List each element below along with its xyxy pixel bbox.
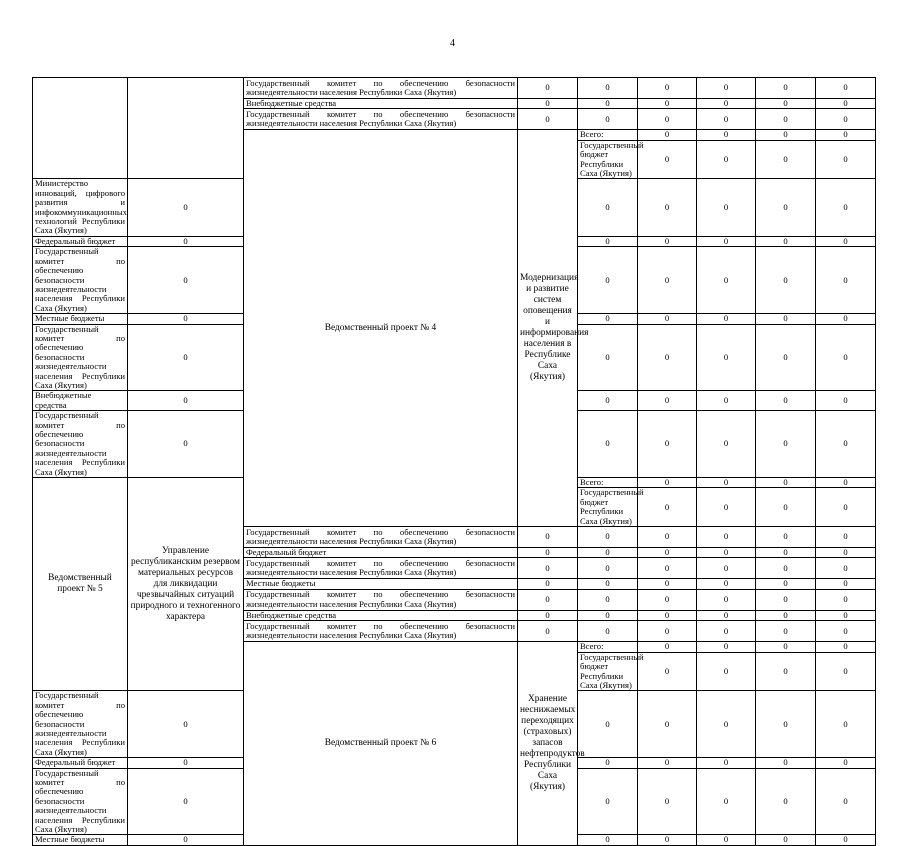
funding-source-cell: Всего: xyxy=(578,130,638,140)
funding-source-cell: Местные бюджеты xyxy=(244,579,518,589)
amount-cell: 0 xyxy=(697,589,756,610)
amount-cell: 0 xyxy=(638,589,697,610)
funding-source-cell: Государственный комитет по обеспечению безопасности жизнедеятельности населения Республики Саха (Якутия) xyxy=(244,589,518,610)
page-number: 4 xyxy=(450,38,455,49)
amount-cell: 0 xyxy=(638,314,697,324)
amount-cell: 0 xyxy=(638,652,697,691)
amount-cell: 0 xyxy=(816,411,876,478)
amount-cell: 0 xyxy=(518,78,578,99)
funding-source-cell: Всего: xyxy=(578,642,638,652)
amount-cell: 0 xyxy=(756,488,816,527)
amount-cell: 0 xyxy=(578,314,638,324)
amount-cell: 0 xyxy=(697,179,756,236)
funding-source-cell: Государственный комитет по обеспечению безопасности жизнедеятельности населения Республики Саха (Якутия) xyxy=(33,411,128,478)
funding-source-cell: Государственный комитет по обеспечению безопасности жизнедеятельности населения Республики Саха (Якутия) xyxy=(33,324,128,391)
amount-cell: 0 xyxy=(518,610,578,620)
amount-cell: 0 xyxy=(578,758,638,768)
amount-cell: 0 xyxy=(697,621,756,642)
amount-cell: 0 xyxy=(638,691,697,758)
amount-cell: 0 xyxy=(756,691,816,758)
amount-cell: 0 xyxy=(756,610,816,620)
amount-cell: 0 xyxy=(756,642,816,652)
project-name-cell: Ведомственный проект № 4 xyxy=(244,130,518,527)
funding-source-cell: Государственный комитет по обеспечению безопасности жизнедеятельности населения Республики Саха (Якутия) xyxy=(244,621,518,642)
amount-cell: 0 xyxy=(578,768,638,835)
amount-cell: 0 xyxy=(638,236,697,246)
amount-cell: 0 xyxy=(697,652,756,691)
amount-cell: 0 xyxy=(756,589,816,610)
amount-cell: 0 xyxy=(756,758,816,768)
amount-cell: 0 xyxy=(816,691,876,758)
funding-source-cell: Государственный комитет по обеспечению безопасности жизнедеятельности населения Республики Саха (Якутия) xyxy=(244,109,518,130)
amount-cell: 0 xyxy=(816,758,876,768)
amount-cell: 0 xyxy=(816,78,876,99)
amount-cell: 0 xyxy=(816,140,876,179)
amount-cell: 0 xyxy=(697,236,756,246)
table-row xyxy=(33,78,876,99)
amount-cell: 0 xyxy=(128,247,244,314)
funding-source-cell: Всего: xyxy=(578,478,638,488)
amount-cell: 0 xyxy=(697,109,756,130)
amount-cell: 0 xyxy=(816,621,876,642)
amount-cell: 0 xyxy=(756,579,816,589)
funding-source-cell: Государственный комитет по обеспечению безопасности жизнедеятельности населения Республики Саха (Якутия) xyxy=(33,768,128,835)
amount-cell: 0 xyxy=(816,527,876,548)
amount-cell: 0 xyxy=(816,236,876,246)
amount-cell: 0 xyxy=(128,179,244,236)
amount-cell: 0 xyxy=(697,758,756,768)
amount-cell: 0 xyxy=(128,411,244,478)
project-description-cell: Хранение неснижаемых переходящих (страховых) запасов нефтепродуктов Республики Саха (Якутия) xyxy=(518,642,578,846)
amount-cell: 0 xyxy=(756,314,816,324)
amount-cell: 0 xyxy=(638,109,697,130)
amount-cell: 0 xyxy=(638,610,697,620)
amount-cell: 0 xyxy=(756,558,816,579)
amount-cell: 0 xyxy=(816,589,876,610)
amount-cell: 0 xyxy=(638,130,697,140)
amount-cell: 0 xyxy=(697,527,756,548)
project-name-cell xyxy=(33,78,128,179)
amount-cell: 0 xyxy=(578,411,638,478)
amount-cell: 0 xyxy=(578,78,638,99)
amount-cell: 0 xyxy=(578,558,638,579)
amount-cell: 0 xyxy=(756,109,816,130)
amount-cell: 0 xyxy=(638,78,697,99)
amount-cell: 0 xyxy=(816,109,876,130)
amount-cell: 0 xyxy=(638,411,697,478)
amount-cell: 0 xyxy=(816,314,876,324)
amount-cell: 0 xyxy=(756,835,816,845)
amount-cell: 0 xyxy=(638,99,697,109)
amount-cell: 0 xyxy=(638,758,697,768)
amount-cell: 0 xyxy=(638,179,697,236)
amount-cell: 0 xyxy=(638,478,697,488)
amount-cell: 0 xyxy=(518,527,578,548)
amount-cell: 0 xyxy=(578,589,638,610)
amount-cell: 0 xyxy=(697,488,756,527)
amount-cell: 0 xyxy=(697,579,756,589)
amount-cell: 0 xyxy=(518,99,578,109)
amount-cell: 0 xyxy=(638,527,697,548)
amount-cell: 0 xyxy=(756,140,816,179)
funding-source-cell: Министерство инноваций, цифрового развития и инфокоммуникационных технологий Республики Саха (Якутия) xyxy=(33,179,128,236)
amount-cell: 0 xyxy=(578,527,638,548)
amount-cell: 0 xyxy=(756,179,816,236)
amount-cell: 0 xyxy=(697,548,756,558)
amount-cell: 0 xyxy=(128,324,244,391)
amount-cell: 0 xyxy=(578,109,638,130)
amount-cell: 0 xyxy=(816,835,876,845)
amount-cell: 0 xyxy=(518,621,578,642)
amount-cell: 0 xyxy=(816,642,876,652)
project-description-cell: Модернизация и развитие систем оповещения и информирования населения в Республике Саха (Якутия) xyxy=(518,130,578,527)
amount-cell: 0 xyxy=(816,179,876,236)
amount-cell: 0 xyxy=(816,558,876,579)
amount-cell: 0 xyxy=(697,78,756,99)
amount-cell: 0 xyxy=(816,768,876,835)
amount-cell: 0 xyxy=(128,314,244,324)
table-body xyxy=(33,78,876,846)
amount-cell: 0 xyxy=(697,478,756,488)
amount-cell: 0 xyxy=(518,109,578,130)
amount-cell: 0 xyxy=(816,324,876,391)
amount-cell: 0 xyxy=(578,391,638,411)
funding-source-cell: Государственный бюджет Республики Саха (Якутия) xyxy=(578,140,638,179)
amount-cell: 0 xyxy=(816,130,876,140)
amount-cell: 0 xyxy=(697,130,756,140)
project-name-cell: Ведомственный проект № 6 xyxy=(244,642,518,846)
amount-cell: 0 xyxy=(128,768,244,835)
amount-cell: 0 xyxy=(756,621,816,642)
funding-source-cell: Федеральный бюджет xyxy=(33,236,128,246)
funding-source-cell: Государственный бюджет Республики Саха (Якутия) xyxy=(578,488,638,527)
amount-cell: 0 xyxy=(578,324,638,391)
amount-cell: 0 xyxy=(697,610,756,620)
amount-cell: 0 xyxy=(578,548,638,558)
amount-cell: 0 xyxy=(128,691,244,758)
amount-cell: 0 xyxy=(128,835,244,845)
amount-cell: 0 xyxy=(638,621,697,642)
amount-cell: 0 xyxy=(697,411,756,478)
amount-cell: 0 xyxy=(518,589,578,610)
amount-cell: 0 xyxy=(128,391,244,411)
amount-cell: 0 xyxy=(816,478,876,488)
amount-cell: 0 xyxy=(638,835,697,845)
project-description-cell xyxy=(128,78,244,179)
amount-cell: 0 xyxy=(128,236,244,246)
amount-cell: 0 xyxy=(816,579,876,589)
funding-source-cell: Государственный комитет по обеспечению безопасности жизнедеятельности населения Республики Саха (Якутия) xyxy=(33,691,128,758)
amount-cell: 0 xyxy=(578,579,638,589)
funding-source-cell: Государственный комитет по обеспечению безопасности жизнедеятельности населения Республики Саха (Якутия) xyxy=(244,78,518,99)
amount-cell: 0 xyxy=(697,691,756,758)
amount-cell: 0 xyxy=(518,548,578,558)
amount-cell: 0 xyxy=(697,558,756,579)
amount-cell: 0 xyxy=(756,78,816,99)
amount-cell: 0 xyxy=(756,652,816,691)
amount-cell: 0 xyxy=(816,391,876,411)
amount-cell: 0 xyxy=(638,548,697,558)
amount-cell: 0 xyxy=(756,247,816,314)
amount-cell: 0 xyxy=(697,99,756,109)
amount-cell: 0 xyxy=(697,324,756,391)
amount-cell: 0 xyxy=(638,140,697,179)
amount-cell: 0 xyxy=(638,579,697,589)
amount-cell: 0 xyxy=(756,236,816,246)
amount-cell: 0 xyxy=(578,621,638,642)
project-description-cell: Управление республиканским резервом материальных ресурсов для ликвидации чрезвычайных ситуаций природного и техногенного характера xyxy=(128,478,244,691)
amount-cell: 0 xyxy=(638,488,697,527)
amount-cell: 0 xyxy=(697,835,756,845)
project-name-cell: Ведомственный проект № 5 xyxy=(33,478,128,691)
amount-cell: 0 xyxy=(578,610,638,620)
amount-cell: 0 xyxy=(816,247,876,314)
funding-source-cell: Государственный бюджет Республики Саха (Якутия) xyxy=(578,652,638,691)
budget-table xyxy=(32,77,876,846)
amount-cell: 0 xyxy=(518,558,578,579)
amount-cell: 0 xyxy=(756,324,816,391)
amount-cell: 0 xyxy=(816,548,876,558)
funding-source-cell: Местные бюджеты xyxy=(33,835,128,845)
amount-cell: 0 xyxy=(756,391,816,411)
amount-cell: 0 xyxy=(756,768,816,835)
amount-cell: 0 xyxy=(578,691,638,758)
amount-cell: 0 xyxy=(697,391,756,411)
amount-cell: 0 xyxy=(578,247,638,314)
amount-cell: 0 xyxy=(638,247,697,314)
amount-cell: 0 xyxy=(578,236,638,246)
funding-source-cell: Государственный комитет по обеспечению безопасности жизнедеятельности населения Республики Саха (Якутия) xyxy=(244,558,518,579)
amount-cell: 0 xyxy=(816,610,876,620)
amount-cell: 0 xyxy=(638,324,697,391)
funding-source-cell: Государственный комитет по обеспечению безопасности жизнедеятельности населения Республики Саха (Якутия) xyxy=(33,247,128,314)
amount-cell: 0 xyxy=(756,548,816,558)
amount-cell: 0 xyxy=(756,478,816,488)
funding-source-cell: Федеральный бюджет xyxy=(33,758,128,768)
amount-cell: 0 xyxy=(756,411,816,478)
funding-source-cell: Местные бюджеты xyxy=(33,314,128,324)
amount-cell: 0 xyxy=(518,579,578,589)
amount-cell: 0 xyxy=(638,768,697,835)
amount-cell: 0 xyxy=(638,391,697,411)
funding-source-cell: Государственный комитет по обеспечению безопасности жизнедеятельности населения Республики Саха (Якутия) xyxy=(244,527,518,548)
amount-cell: 0 xyxy=(578,835,638,845)
amount-cell: 0 xyxy=(756,99,816,109)
amount-cell: 0 xyxy=(128,758,244,768)
amount-cell: 0 xyxy=(697,314,756,324)
amount-cell: 0 xyxy=(578,179,638,236)
amount-cell: 0 xyxy=(816,99,876,109)
amount-cell: 0 xyxy=(816,652,876,691)
funding-source-cell: Федеральный бюджет xyxy=(244,548,518,558)
amount-cell: 0 xyxy=(756,130,816,140)
amount-cell: 0 xyxy=(816,488,876,527)
funding-source-cell: Внебюджетные средства xyxy=(33,391,128,411)
amount-cell: 0 xyxy=(638,642,697,652)
amount-cell: 0 xyxy=(697,247,756,314)
amount-cell: 0 xyxy=(638,558,697,579)
funding-source-cell: Внебюджетные средства xyxy=(244,610,518,620)
funding-source-cell: Внебюджетные средства xyxy=(244,99,518,109)
amount-cell: 0 xyxy=(756,527,816,548)
amount-cell: 0 xyxy=(578,99,638,109)
amount-cell: 0 xyxy=(697,140,756,179)
amount-cell: 0 xyxy=(697,642,756,652)
amount-cell: 0 xyxy=(697,768,756,835)
